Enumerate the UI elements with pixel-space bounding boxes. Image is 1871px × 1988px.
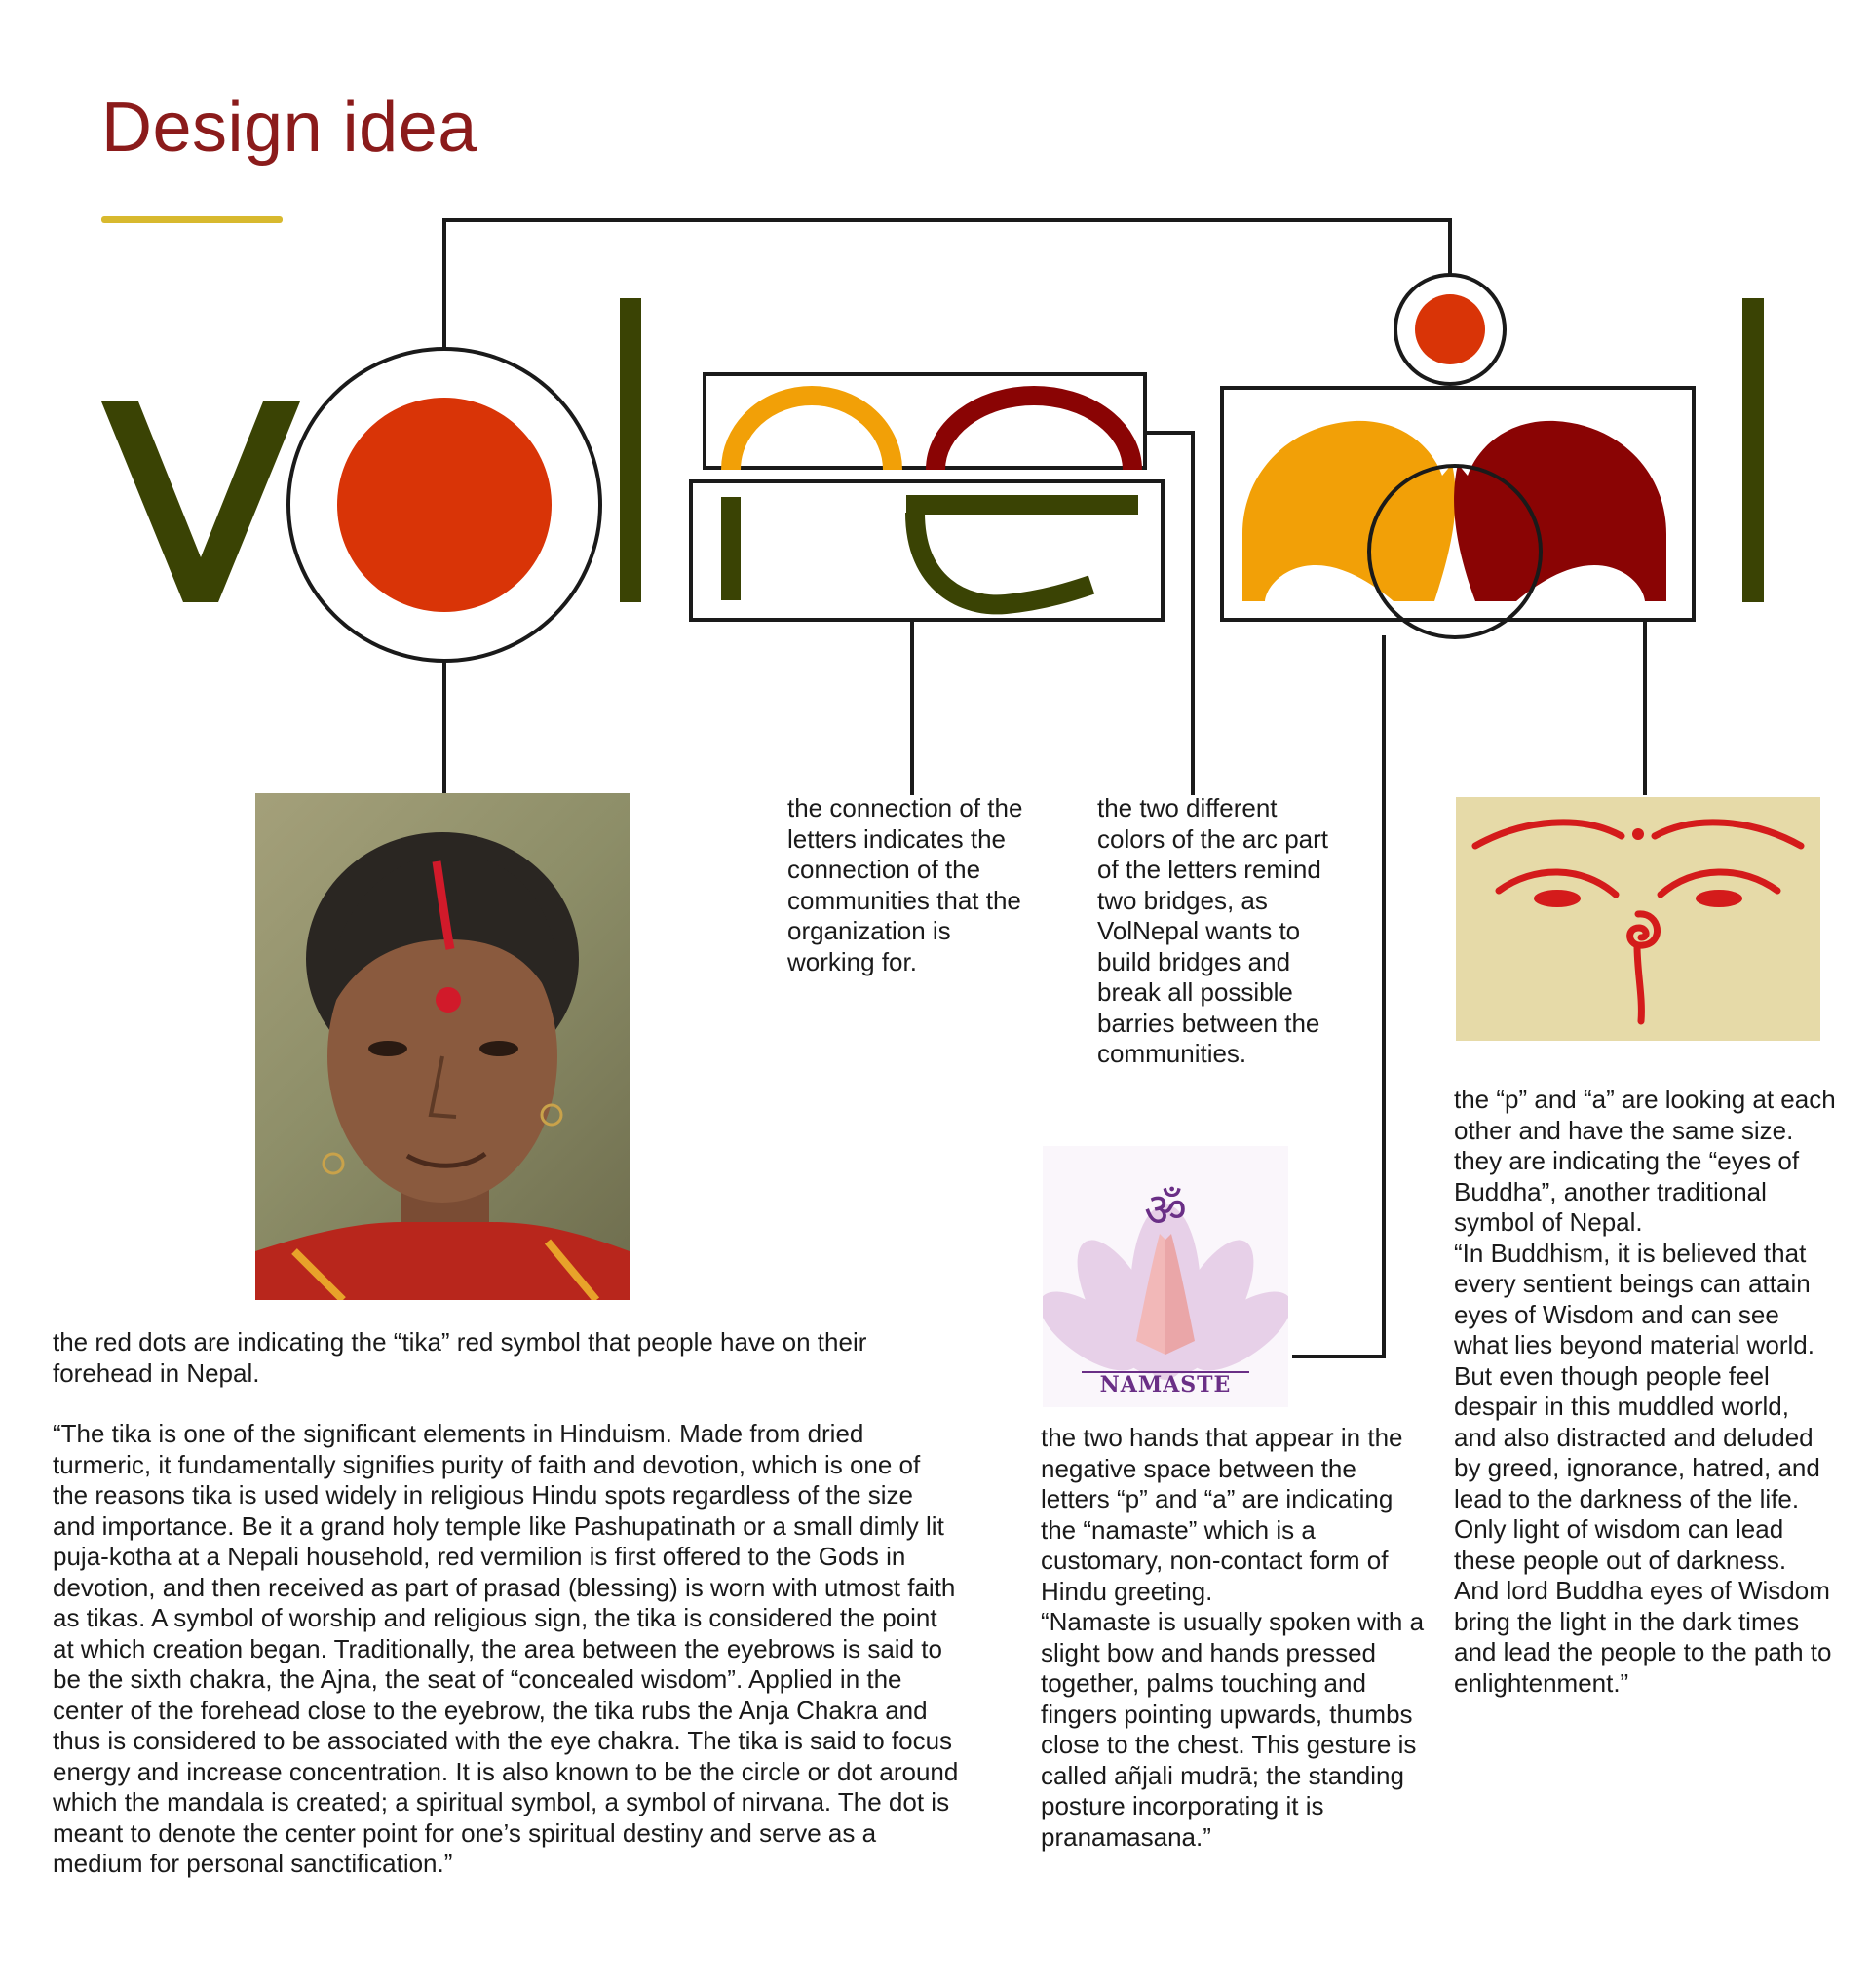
- letter-v: [101, 401, 300, 602]
- woman-with-tika-photo: [255, 793, 630, 1300]
- annotation-buddha-eyes: the “p” and “a” are looking at each other and have the same size. they are indicating the “eyes of Buddha”, another traditional symbol of Nepal. “In Buddhism, it is believed that every sentient beings can attain eyes of Wisdom and can see what lies beyond material world. But even though people feel despair in this muddled world, and also distracted and deluded by greed, ignorance, hatred, and lead to the darkness of the life. Only light of wisdom can lead these people out of darkness. And lord Buddha eyes of Wisdom bring the light in the dark times and lead the people to the path to enlightenment.”: [1454, 1085, 1836, 1698]
- annotation-tika-intro: the red dots are indicating the “tika” red symbol that people have on their forehead in Nepal.: [53, 1327, 867, 1388]
- svg-text:ॐ: ॐ: [1144, 1183, 1187, 1238]
- letter-l-last: [1742, 298, 1764, 602]
- annotation-tika-quote: “The tika is one of the significant elements in Hinduism. Made from dried turmeric, it fundamentally signifies purity of faith and devotion, which is one of the reasons tika is used widely in religious Hindu spots regardless of the size and importance. Be it a grand holy temple like Pashupatinath or a small dimly lit puja-kotha at a Nepali household, red vermilion is first offered to the Gods in devotion, and then received as part of prasad (blessing) is worn with utmost faith as tikas. A symbol of worship and religious sign, the tika is considered the point at which creation began. Traditionally, the area between the eyebrows is said to be the sixth chakra, the Ajna, the seat of “concealed wisdom”. Applied in the center of the forehead close to the eyebrow, the tika rubs the Anja Chakra and thus is considered to be associated with the eye chakra. The tika is said to focus energy and increase concentration. It is also known to be the circle or dot around which the mandala is created; a spiritual symbol, a symbol of nirvana. The dot is meant to denote the center point for one’s spiritual destiny and serve as a medium for personal sanctification.”: [53, 1419, 959, 1878]
- letter-n-stem: [721, 497, 741, 600]
- tika-red-dot: [337, 398, 552, 612]
- connector-top: [444, 220, 1450, 350]
- buddha-eyes-svg: [1456, 797, 1820, 1041]
- letter-l-first: [620, 298, 641, 602]
- top-tika-dot: [1415, 294, 1485, 364]
- namaste-lotus-hands-illustration: [1043, 1146, 1288, 1407]
- annotation-connection: the connection of the letters indicates the connection of the communities that the organization is working for.: [787, 793, 1023, 976]
- annotation-arc-colors: the two different colors of the arc part of the letters remind two bridges, as VolNepal wants to build bridges and break all possible barries between the communities.: [1097, 793, 1328, 1068]
- namaste-illustration-svg: [1043, 1146, 1288, 1407]
- woman-portrait-illustration: [255, 793, 630, 1300]
- namaste-label: NAMASTE: [1099, 1372, 1232, 1397]
- letter-e-bar: [906, 495, 1138, 515]
- annotation-namaste: the two hands that appear in the negative space between the letters “p” and “a” are indicating the “namaste” which is a customary, non-contact form of Hindu greeting. “Namaste is usually spoken with a slight bow and hands pressed together, palms touching and fingers pointing upwards, thumbs close to the chest. This gesture is called añjali mudrā; the standing posture incorporating it is pranamasana.”: [1041, 1423, 1425, 1852]
- page-title: Design idea: [101, 89, 477, 167]
- buddha-eyes-illustration: [1456, 797, 1820, 1041]
- ne-box-top: [705, 374, 1145, 468]
